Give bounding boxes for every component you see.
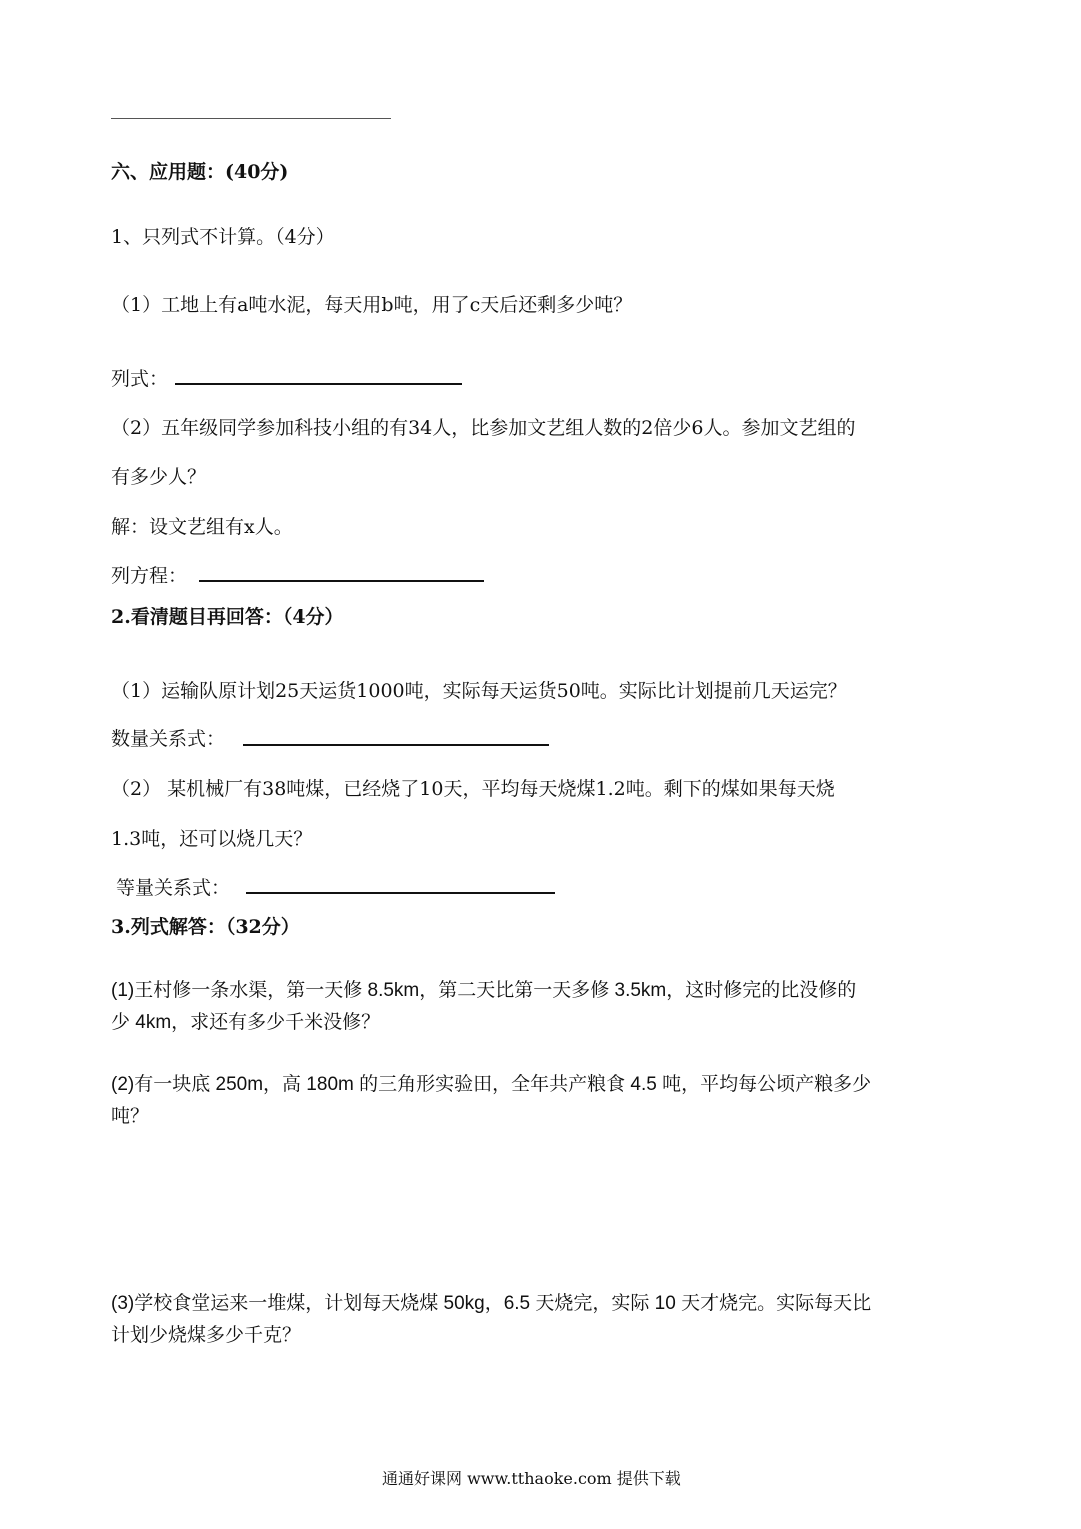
- q2-p1-text: （1）运输队原计划25天运货1000吨，实际每天运货50吨。实际比计划提前几天运完？: [111, 680, 847, 702]
- q3-p2-line2: 吨？: [111, 1106, 150, 1127]
- q1-p1-answer-label: 列式：: [111, 368, 169, 390]
- q2-p2-text-line1: （2） 某机械厂有38吨煤，已经烧了10天，平均每天烧煤1.2吨。剩下的煤如果每天烧: [111, 778, 835, 800]
- q3-p3-line1: (3)学校食堂运来一堆煤，计划每天烧煤 50kg，6.5 天烧完，实际 10 天才烧完。实际每天比: [111, 1293, 872, 1314]
- q1-p2-text-line2: 有多少人？: [111, 466, 207, 488]
- q1-p2-solution: 解：设文艺组有x人。: [111, 516, 293, 538]
- q1-p1-answer-blank[interactable]: [175, 383, 462, 385]
- q3-title: 3.列式解答：（32分）: [111, 916, 300, 938]
- q3-p2-line1: (2)有一块底 250m，高 180m 的三角形实验田，全年共产粮食 4.5 吨，平均每公顷产粮多少: [111, 1074, 872, 1095]
- q3-p3-line2: 计划少烧煤多少千克？: [111, 1325, 302, 1346]
- q1-p2-answer-label: 列方程：: [111, 565, 188, 587]
- page-footer: 通通好课网 www.tthaoke.com 提供下载: [382, 1469, 681, 1488]
- q1-p2-text-line1: （2）五年级同学参加科技小组的有34人，比参加文艺组人数的2倍少6人。参加文艺组的: [111, 417, 856, 439]
- q3-p1-line2: 少 4km，求还有多少千米没修？: [111, 1012, 381, 1033]
- q2-p2-answer-blank[interactable]: [246, 892, 555, 894]
- q2-p1-answer-label: 数量关系式：: [111, 728, 226, 750]
- section-title: 六、应用题：(40分): [111, 161, 289, 183]
- q2-p2-answer-label: 等量关系式：: [116, 877, 231, 899]
- q2-p1-answer-blank[interactable]: [243, 744, 549, 746]
- q1-p2-answer-blank[interactable]: [199, 580, 484, 582]
- q2-title: 2.看清题目再回答：（4分）: [111, 606, 344, 628]
- top-divider: [111, 118, 391, 119]
- q3-p1-line1: (1)王村修一条水渠，第一天修 8.5km，第二天比第一天多修 3.5km，这时修完的比没修的: [111, 980, 857, 1001]
- q1-title: 1、只列式不计算。（4分）: [111, 226, 335, 248]
- q1-p1-text: （1）工地上有a吨水泥，每天用b吨，用了c天后还剩多少吨？: [111, 294, 633, 316]
- q2-p2-text-line2: 1.3吨，还可以烧几天？: [111, 828, 313, 850]
